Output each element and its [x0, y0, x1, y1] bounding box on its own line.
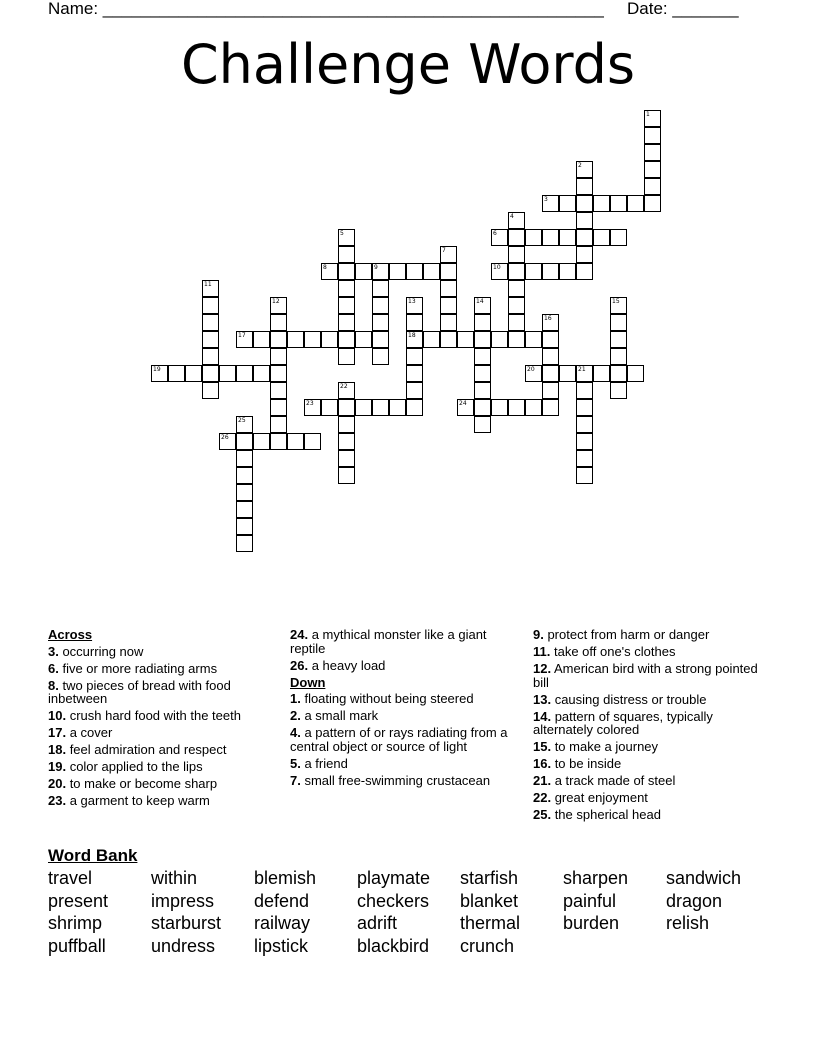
grid-cell[interactable] [338, 314, 355, 331]
clue-text: a track made of steel [551, 773, 676, 789]
grid-cell[interactable] [644, 144, 661, 161]
grid-cell[interactable] [287, 433, 304, 450]
word-bank-item: checkers [357, 890, 430, 911]
grid-cell[interactable] [576, 212, 593, 229]
grid-cell[interactable] [236, 535, 253, 552]
clue-text: to make a journey [551, 739, 659, 755]
clue-number-label: 9. [533, 627, 544, 642]
clue-text: a heavy load [308, 657, 386, 673]
grid-cell[interactable] [236, 433, 253, 450]
down-clue-list-continued [533, 628, 763, 822]
grid-cell[interactable] [440, 263, 457, 280]
clue-number: 10 [493, 264, 501, 271]
grid-cell[interactable] [389, 263, 406, 280]
across-clue-list [48, 645, 288, 808]
grid-cell[interactable] [525, 229, 542, 246]
clue-text: five or more radiating arms [58, 660, 218, 676]
grid-cell[interactable] [542, 382, 559, 399]
grid-cell[interactable] [593, 365, 610, 382]
clue-text: a friend [300, 755, 348, 771]
clue [48, 794, 288, 808]
clue-number: 2 [578, 162, 582, 169]
clue-number-label: 24. [290, 627, 309, 642]
grid-cell[interactable] [508, 297, 525, 314]
clue [290, 757, 522, 771]
word-bank-item: adrift [357, 913, 398, 934]
grid-cell[interactable] [508, 314, 525, 331]
grid-cell[interactable] [644, 161, 661, 178]
clue-number-label: 21. [533, 773, 552, 789]
grid-cell[interactable] [236, 467, 253, 484]
word-bank-item: within [151, 868, 198, 888]
grid-cell[interactable] [270, 382, 287, 399]
name-line: Name: _____________________________________________________ [48, 0, 604, 18]
grid-cell[interactable] [372, 297, 389, 314]
grid-cell[interactable] [338, 433, 355, 450]
clue-number: 22 [340, 383, 348, 390]
clue [290, 726, 522, 753]
grid-cell[interactable] [270, 365, 287, 382]
grid-cell[interactable] [610, 348, 627, 365]
clue [533, 693, 763, 707]
grid-cell[interactable] [185, 365, 202, 382]
grid-cell[interactable] [542, 229, 559, 246]
clue-text: color applied to the lips [66, 759, 203, 775]
grid-cell[interactable] [610, 314, 627, 331]
clue-text: pattern of squares, typically alternately colored [533, 708, 713, 738]
clue-number: 8 [323, 264, 327, 271]
clue-number: 14 [476, 298, 484, 305]
grid-cell[interactable] [525, 331, 542, 348]
clue-number-label: 8. [48, 677, 59, 693]
clue-number-label: 3. [48, 643, 59, 659]
grid-cell[interactable] [321, 399, 338, 416]
word-bank-item: shrimp [48, 913, 103, 934]
clue-text: take off one's clothes [550, 643, 676, 659]
grid-cell[interactable] [644, 195, 661, 212]
clue-text: floating without being steered [300, 691, 474, 707]
grid-cell[interactable] [542, 348, 559, 365]
word-bank-item: relish [666, 913, 710, 934]
clue [48, 679, 288, 706]
clue [533, 774, 763, 788]
grid-cell[interactable] [321, 331, 338, 348]
clue-text: great enjoyment [551, 790, 648, 806]
grid-cell[interactable] [253, 365, 270, 382]
grid-cell[interactable] [627, 195, 644, 212]
word-bank-item: blanket [460, 890, 519, 911]
clues-column-1 [48, 628, 288, 811]
grid-cell[interactable] [525, 399, 542, 416]
clue-number-label: 13. [533, 691, 552, 707]
clue-number-label: 1. [290, 691, 301, 707]
clue-number: 4 [510, 213, 514, 220]
word-bank-item: starfish [460, 868, 519, 888]
grid-cell[interactable] [644, 127, 661, 144]
word-bank-item: sandwich [666, 868, 742, 888]
clue-text: a small mark [300, 708, 379, 724]
down-heading: Down [290, 674, 326, 690]
clue-number-label: 6. [48, 660, 59, 676]
grid-cell[interactable] [474, 382, 491, 399]
grid-cell[interactable] [542, 331, 559, 348]
grid-cell[interactable] [440, 314, 457, 331]
grid-cell[interactable] [304, 433, 321, 450]
grid-cell[interactable] [423, 263, 440, 280]
grid-cell[interactable] [576, 263, 593, 280]
grid-cell[interactable] [559, 365, 576, 382]
clue-text: causing distress or trouble [551, 691, 707, 707]
grid-cell[interactable] [338, 416, 355, 433]
grid-cell[interactable] [508, 229, 525, 246]
clue-number-label: 7. [290, 772, 301, 788]
clue [533, 628, 763, 642]
clue-text: small free-swimming crustacean [300, 772, 491, 788]
clue-number-label: 10. [48, 708, 67, 724]
grid-cell[interactable] [474, 314, 491, 331]
grid-cell[interactable] [576, 229, 593, 246]
grid-cell[interactable] [559, 195, 576, 212]
grid-cell[interactable] [610, 229, 627, 246]
grid-cell[interactable] [372, 331, 389, 348]
word-bank-item: dragon [666, 890, 723, 911]
clue-number-label: 25. [533, 807, 552, 823]
grid-cell[interactable] [542, 263, 559, 280]
clue [48, 777, 288, 791]
word-bank-item: blemish [254, 868, 317, 888]
word-bank-item: lipstick [254, 935, 309, 956]
grid-cell[interactable] [236, 365, 253, 382]
clue [533, 662, 763, 689]
grid-cell[interactable] [202, 365, 219, 382]
clue-number: 3 [544, 196, 548, 203]
word-bank-item: starburst [151, 913, 222, 934]
clue-number: 24 [459, 400, 467, 407]
clue-number: 16 [544, 315, 552, 322]
grid-cell[interactable] [508, 331, 525, 348]
clue-number: 9 [374, 264, 378, 271]
clue-number-label: 18. [48, 742, 67, 758]
grid-cell[interactable] [372, 280, 389, 297]
grid-cell[interactable] [508, 246, 525, 263]
grid-cell[interactable] [559, 229, 576, 246]
grid-cell[interactable] [287, 331, 304, 348]
grid-cell[interactable] [576, 246, 593, 263]
across-clue-list-continued [290, 628, 522, 672]
clue-text: to make or become sharp [66, 776, 218, 792]
grid-cell[interactable] [270, 433, 287, 450]
grid-cell[interactable] [474, 331, 491, 348]
grid-cell[interactable] [576, 195, 593, 212]
grid-cell[interactable] [253, 331, 270, 348]
grid-cell[interactable] [474, 348, 491, 365]
date-line: Date: _______ [627, 0, 739, 18]
clue-number: 21 [578, 366, 586, 373]
clue-text: a cover [66, 725, 113, 741]
grid-cell[interactable] [270, 416, 287, 433]
clue-text: a garment to keep warm [66, 793, 210, 809]
word-bank-item: undress [151, 935, 216, 956]
grid-cell[interactable] [304, 331, 321, 348]
clue-number: 19 [153, 366, 161, 373]
clue-text: to be inside [551, 756, 622, 772]
grid-cell[interactable] [355, 331, 372, 348]
word-bank-heading: Word Bank [48, 846, 138, 865]
grid-cell[interactable] [338, 297, 355, 314]
clue-number-label: 2. [290, 708, 301, 724]
grid-cell[interactable] [236, 450, 253, 467]
grid-cell[interactable] [338, 450, 355, 467]
grid-cell[interactable] [219, 365, 236, 382]
clue-number-label: 12. [533, 660, 552, 676]
grid-cell[interactable] [576, 467, 593, 484]
grid-cell[interactable] [576, 450, 593, 467]
clue [48, 662, 288, 676]
clue-number: 11 [204, 281, 212, 288]
grid-cell[interactable] [202, 331, 219, 348]
clue-text: a mythical monster like a giant reptile [290, 627, 487, 656]
grid-cell[interactable] [627, 365, 644, 382]
clue-number: 6 [493, 230, 497, 237]
grid-cell[interactable] [270, 348, 287, 365]
grid-cell[interactable] [576, 178, 593, 195]
grid-cell[interactable] [168, 365, 185, 382]
clue-text: a pattern of or rays radiating from a central object or source of light [290, 725, 508, 754]
clue [48, 726, 288, 740]
grid-cell[interactable] [440, 280, 457, 297]
word-bank-item: present [48, 890, 109, 911]
clue-text: two pieces of bread with food inbetween [48, 677, 231, 707]
word-bank-item: blackbird [357, 935, 430, 956]
clue [533, 710, 763, 737]
grid-cell[interactable] [253, 433, 270, 450]
clue-number: 17 [238, 332, 246, 339]
clue-number: 13 [408, 298, 416, 305]
clue-number: 20 [527, 366, 535, 373]
grid-cell[interactable] [610, 365, 627, 382]
clue [48, 645, 288, 659]
grid-cell[interactable] [474, 399, 491, 416]
word-bank-item: railway [254, 913, 311, 934]
clue-number-label: 17. [48, 725, 67, 741]
grid-cell[interactable] [372, 348, 389, 365]
clue [48, 743, 288, 757]
grid-cell[interactable] [559, 263, 576, 280]
word-bank-item: crunch [460, 935, 515, 956]
grid-cell[interactable] [338, 280, 355, 297]
clue-number-label: 16. [533, 756, 552, 772]
clue-number-label: 4. [290, 725, 301, 741]
grid-cell[interactable] [457, 331, 474, 348]
grid-cell[interactable] [576, 416, 593, 433]
clue-text: feel admiration and respect [66, 742, 227, 758]
grid-cell[interactable] [338, 263, 355, 280]
word-bank-item: defend [254, 890, 310, 911]
grid-cell[interactable] [202, 348, 219, 365]
grid-cell[interactable] [338, 467, 355, 484]
grid-cell[interactable] [576, 399, 593, 416]
grid-cell[interactable] [406, 314, 423, 331]
clue-text: protect from harm or danger [543, 627, 710, 642]
grid-cell[interactable] [202, 382, 219, 399]
grid-cell[interactable] [406, 382, 423, 399]
grid-cell[interactable] [440, 297, 457, 314]
word-bank-item: playmate [357, 868, 431, 888]
grid-cell[interactable] [508, 263, 525, 280]
clue-number: 26 [221, 434, 229, 441]
grid-cell[interactable] [355, 263, 372, 280]
clue [48, 760, 288, 774]
clue [290, 709, 522, 723]
clue-number-label: 23. [48, 793, 67, 809]
clue-number: 18 [408, 332, 416, 339]
clue-text: American bird with a strong pointed bill [533, 660, 758, 690]
clue-number-label: 11. [533, 643, 551, 659]
grid-cell[interactable] [202, 314, 219, 331]
grid-cell[interactable] [474, 416, 491, 433]
word-bank-item: travel [48, 868, 93, 888]
grid-cell[interactable] [610, 331, 627, 348]
grid-cell[interactable] [593, 195, 610, 212]
grid-cell[interactable] [338, 399, 355, 416]
word-bank-item: burden [563, 913, 620, 934]
clue-text: occurring now [58, 643, 144, 659]
word-bank-item: sharpen [563, 868, 629, 888]
grid-cell[interactable] [406, 348, 423, 365]
grid-cell[interactable] [236, 501, 253, 518]
grid-cell[interactable] [338, 348, 355, 365]
clue [290, 774, 522, 788]
grid-cell[interactable] [440, 331, 457, 348]
across-heading: Across [48, 627, 93, 642]
grid-cell[interactable] [576, 382, 593, 399]
grid-cell[interactable] [270, 331, 287, 348]
clue [48, 709, 288, 723]
grid-cell[interactable] [406, 365, 423, 382]
down-clue-list [290, 692, 522, 787]
grid-cell[interactable] [270, 399, 287, 416]
grid-cell[interactable] [236, 518, 253, 535]
grid-cell[interactable] [355, 399, 372, 416]
grid-cell[interactable] [338, 331, 355, 348]
grid-cell[interactable] [542, 365, 559, 382]
grid-cell[interactable] [338, 246, 355, 263]
clue-number: 1 [646, 111, 650, 118]
clue [533, 808, 763, 822]
grid-cell[interactable] [236, 484, 253, 501]
word-bank-item: puffball [48, 935, 106, 956]
clue-number-label: 5. [290, 755, 301, 771]
grid-cell[interactable] [372, 314, 389, 331]
word-bank-item: impress [151, 890, 215, 911]
clue [290, 628, 522, 655]
grid-cell[interactable] [542, 399, 559, 416]
grid-cell[interactable] [508, 280, 525, 297]
clue [533, 645, 763, 659]
grid-cell[interactable] [202, 297, 219, 314]
grid-cell[interactable] [389, 399, 406, 416]
clue [533, 791, 763, 805]
clue-number-label: 26. [290, 657, 309, 673]
grid-cell[interactable] [491, 399, 508, 416]
clue-text: the spherical head [551, 807, 661, 823]
clue [533, 757, 763, 771]
clue-number: 23 [306, 400, 314, 407]
page-title: Challenge Words [180, 33, 636, 96]
grid-cell[interactable] [610, 382, 627, 399]
grid-cell[interactable] [406, 399, 423, 416]
grid-cell[interactable] [491, 331, 508, 348]
word-bank-item: thermal [460, 913, 521, 934]
clue-number: 15 [612, 298, 620, 305]
grid-cell[interactable] [406, 263, 423, 280]
grid-cell[interactable] [610, 195, 627, 212]
clue-number: 7 [442, 247, 446, 254]
grid-cell[interactable] [423, 331, 440, 348]
grid-cell[interactable] [508, 399, 525, 416]
clues-column-3 [533, 628, 763, 825]
clue [290, 659, 522, 673]
clue-number-label: 15. [533, 739, 552, 755]
clue-number-label: 19. [48, 759, 67, 775]
clue-number: 5 [340, 230, 344, 237]
grid-cell[interactable] [525, 263, 542, 280]
clue-text: crush hard food with the teeth [66, 708, 241, 724]
clues-column-2 [290, 628, 522, 791]
grid-cell[interactable] [474, 365, 491, 382]
grid-cell[interactable] [372, 399, 389, 416]
clue-number-label: 14. [533, 708, 552, 724]
clue-number: 25 [238, 417, 246, 424]
clue-number-label: 22. [533, 790, 552, 806]
grid-cell[interactable] [576, 433, 593, 450]
clue [290, 692, 522, 706]
grid-cell[interactable] [270, 314, 287, 331]
clue [533, 740, 763, 754]
clue-number: 12 [272, 298, 280, 305]
word-bank-item: painful [563, 890, 617, 911]
grid-cell[interactable] [644, 178, 661, 195]
grid-cell[interactable] [593, 229, 610, 246]
clue-number-label: 20. [48, 776, 67, 792]
